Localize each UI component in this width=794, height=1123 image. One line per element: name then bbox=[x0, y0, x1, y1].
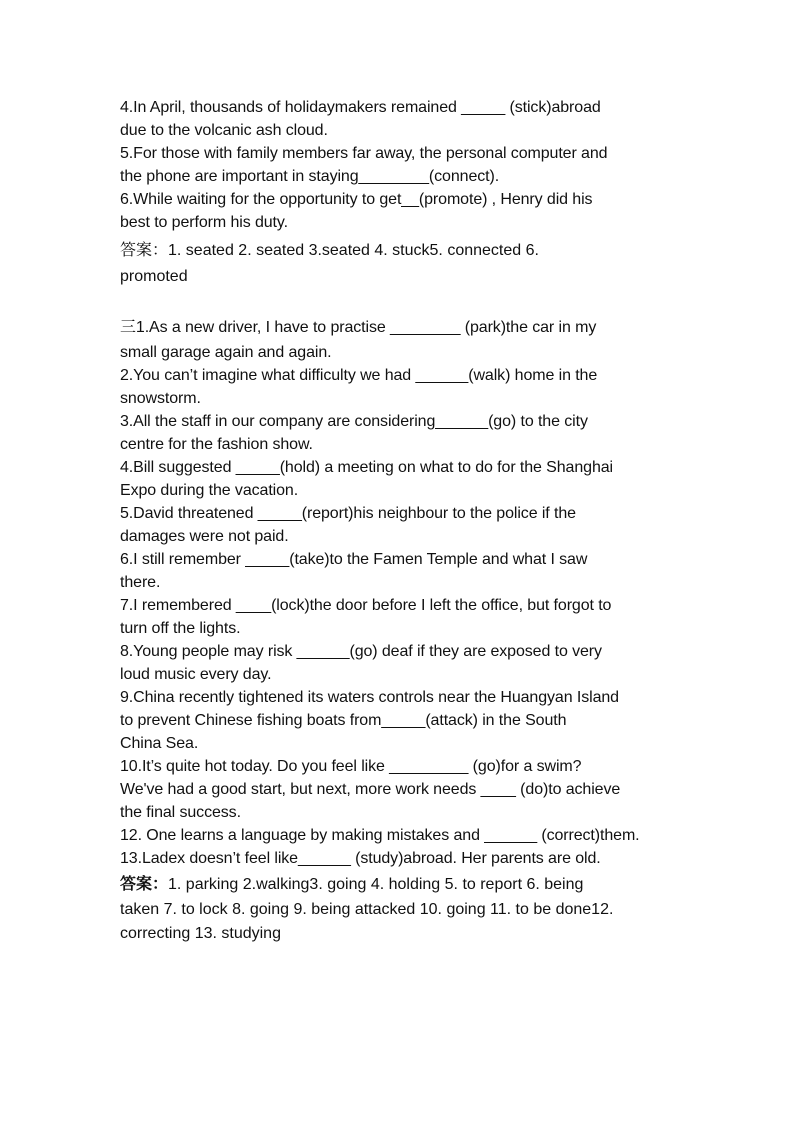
question-line: Expo during the vacation. bbox=[120, 482, 299, 499]
question-line: 6.While waiting for the opportunity to get__(promote) , Henry did his bbox=[120, 191, 593, 208]
question-line: centre for the fashion show. bbox=[120, 436, 313, 453]
answer-label: 答案： bbox=[120, 874, 169, 893]
answer-key-two bbox=[120, 237, 690, 264]
question-line: damages were not paid. bbox=[120, 528, 289, 545]
question-line: 4.Bill suggested _____(hold) a meeting on what to do for the Shanghai bbox=[120, 459, 613, 476]
question-line: due to the volcanic ash cloud. bbox=[120, 122, 328, 139]
question-line: 9.China recently tightened its waters controls near the Huangyan Island bbox=[120, 689, 619, 706]
section-three-first-line bbox=[120, 314, 690, 341]
question-line: 4.In April, thousands of holidaymakers remained _____ (stick)abroad bbox=[120, 99, 601, 116]
question-line: 5.David threatened _____(report)his neighbour to the police if the bbox=[120, 505, 576, 522]
question-line: turn off the lights. bbox=[120, 620, 241, 637]
section-number: 三 bbox=[120, 317, 136, 336]
question-line: 10.It’s quite hot today. Do you feel like _________ (go)for a swim? bbox=[120, 758, 582, 775]
question-line: loud music every day. bbox=[120, 666, 272, 683]
question-line: 6.I still remember _____(take)to the Famen Temple and what I saw bbox=[120, 551, 588, 568]
question-line: We've had a good start, but next, more work needs ____ (do)to achieve bbox=[120, 781, 621, 798]
question-line: 2.You can’t imagine what difficulty we had ______(walk) home in the bbox=[120, 367, 598, 384]
answer-label: 答案： bbox=[120, 240, 169, 259]
question-line: the phone are important in staying________(connect). bbox=[120, 168, 500, 185]
question-line: 3.All the staff in our company are considering______(go) to the city bbox=[120, 413, 588, 430]
question-line: there. bbox=[120, 574, 161, 591]
answer-text: 1. seated 2. seated 3.seated 4. stuck5. connected 6. bbox=[168, 242, 539, 259]
document-page bbox=[120, 96, 690, 946]
answer-text-continued: correcting 13. studying bbox=[120, 925, 281, 942]
answer-text-continued: taken 7. to lock 8. going 9. being attacked 10. going 11. to be done12. bbox=[120, 901, 614, 918]
answer-key-three bbox=[120, 871, 690, 898]
answer-text: 1. parking 2.walking3. going 4. holding 5. to report 6. being bbox=[168, 876, 584, 893]
question-line: 5.For those with family members far away, the personal computer and bbox=[120, 145, 608, 162]
question-line: the final success. bbox=[120, 804, 241, 821]
question-line: best to perform his duty. bbox=[120, 214, 288, 231]
question-line: snowstorm. bbox=[120, 390, 201, 407]
question-line: 12. One learns a language by making mistakes and ______ (correct)them. bbox=[120, 827, 640, 844]
question-line: China Sea. bbox=[120, 735, 199, 752]
question-line: small garage again and again. bbox=[120, 344, 332, 361]
answer-text-continued: promoted bbox=[120, 268, 188, 285]
question-line: 8.Young people may risk ______(go) deaf if they are exposed to very bbox=[120, 643, 602, 660]
question-line: 13.Ladex doesn’t feel like______ (study)abroad. Her parents are old. bbox=[120, 850, 601, 867]
question-text: 1.As a new driver, I have to practise ________ (park)the car in my bbox=[135, 319, 597, 336]
question-line: to prevent Chinese fishing boats from_____(attack) in the South bbox=[120, 712, 567, 729]
question-line: 7.I remembered ____(lock)the door before I left the office, but forgot to bbox=[120, 597, 612, 614]
